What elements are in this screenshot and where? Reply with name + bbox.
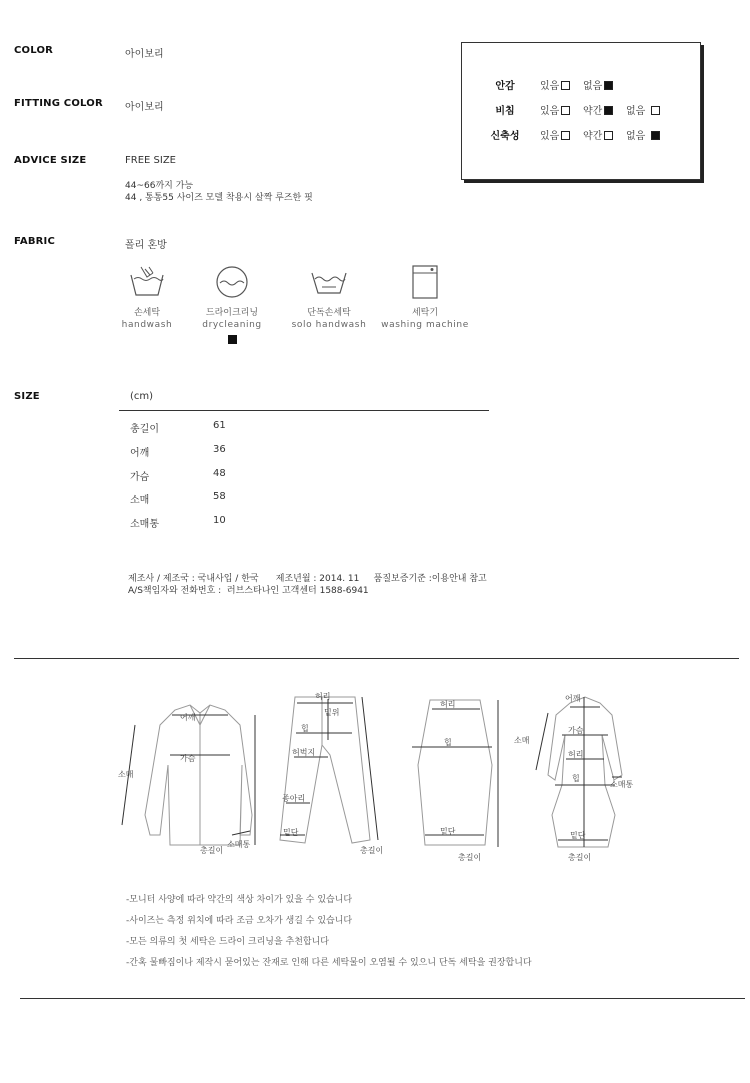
size-row-name: 소매통 [130, 519, 159, 530]
dress-label-sleeve: 소매 [514, 736, 530, 745]
skirt-label-length: 총길이 [458, 853, 482, 862]
feature-name: 비침 [495, 106, 515, 117]
size-unit: (cm) [130, 391, 154, 402]
dress-label-length: 총길이 [568, 853, 592, 862]
size-row-name: 어깨 [130, 448, 150, 459]
size-row-name: 총길이 [130, 424, 159, 435]
section-divider-top [14, 658, 739, 659]
feature-row-sheerness [462, 102, 700, 116]
note-item: -간혹 물빠짐이나 제작시 묻어있는 잔재로 인해 다른 세탁물이 오염될 수 있으니 단독 세탁을 권장합니다 [126, 958, 532, 968]
feature-name: 신축성 [490, 131, 520, 142]
selected-care-marker-icon [228, 335, 237, 344]
feature-option: 없음 [626, 127, 660, 142]
feature-row-stretch [462, 127, 700, 141]
advice-note-2: 44 , 통통55 사이즈 모델 착용시 살짝 루즈한 핏 [125, 193, 313, 203]
care-label-en: solo handwash [291, 320, 367, 330]
skirt-label-hem: 밑단 [440, 827, 456, 836]
care-handwash [102, 265, 192, 330]
pants-diagram-icon [280, 697, 370, 843]
dress-label-chest: 가슴 [568, 726, 584, 735]
size-row-value: 10 [213, 515, 226, 526]
feature-option: 있음 [540, 102, 570, 117]
measurement-diagrams [100, 685, 660, 865]
care-label-ko: 단독손세탁 [307, 308, 351, 318]
size-row-value: 36 [213, 444, 226, 455]
dress-label-hem: 밑단 [570, 831, 586, 840]
maker-info-line-2: A/S책임자와 전화번호 : 러브스타나인 고객센터 1588-6941 [128, 586, 369, 596]
shirt-label-shoulder: 어깨 [180, 713, 196, 722]
feature-option: 없음 [583, 77, 613, 92]
advice-size-label: ADVICE SIZE [14, 155, 87, 166]
pants-label-rise: 밑위 [324, 708, 340, 717]
size-row-value: 58 [213, 491, 226, 502]
fitting-color-value: 아이보리 [125, 102, 164, 113]
checkbox-empty-icon [651, 106, 660, 115]
section-divider-bottom [20, 998, 745, 999]
feature-option: 없음 [626, 102, 660, 117]
care-label-ko: 드라이크리닝 [205, 308, 259, 318]
pants-label-hip: 힙 [301, 724, 309, 733]
pants-label-hem: 밑단 [283, 828, 299, 837]
dress-label-cuff: 소매통 [610, 780, 634, 789]
checkbox-filled-icon [604, 106, 613, 115]
shirt-label-cuff: 소매통 [227, 840, 251, 849]
dress-label-shoulder: 어깨 [565, 694, 581, 703]
color-value: 아이보리 [125, 49, 164, 60]
dress-diagram-icon [548, 697, 622, 847]
feature-option: 약간 [583, 102, 613, 117]
feature-option: 있음 [540, 127, 570, 142]
checkbox-filled-icon [604, 81, 613, 90]
care-label-ko: 세탁기 [411, 308, 439, 318]
checkbox-empty-icon [561, 131, 570, 140]
care-washing-machine [380, 265, 470, 330]
shirt-label-length: 총길이 [200, 846, 224, 855]
care-label-ko: 손세탁 [133, 308, 161, 318]
checkbox-filled-icon [651, 131, 660, 140]
notes-list [126, 892, 532, 976]
care-drycleaning [187, 265, 277, 330]
skirt-label-waist: 허리 [440, 700, 456, 709]
note-item: -모든 의류의 첫 세탁은 드라이 크리닝을 추천합니다 [126, 937, 329, 947]
size-table-divider [119, 410, 489, 411]
care-label-en: washing machine [381, 320, 469, 330]
feature-name: 안감 [495, 81, 515, 92]
fabric-label: FABRIC [14, 236, 56, 247]
advice-size-value: FREE SIZE [125, 155, 176, 166]
fitting-color-label: FITTING COLOR [14, 98, 103, 109]
size-row-value: 61 [213, 420, 226, 431]
solo-handwash-icon [309, 265, 349, 299]
size-row-name: 가슴 [130, 472, 150, 483]
pants-label-waist: 허리 [315, 692, 331, 701]
shirt-diagram-icon [145, 705, 252, 845]
feature-option: 있음 [540, 77, 570, 92]
shirt-label-sleeve: 소매 [118, 770, 134, 779]
feature-option: 약간 [583, 127, 613, 142]
advice-note-1: 44~66까지 가능 [125, 181, 194, 191]
note-item: -사이즈는 측정 위치에 따라 조금 오차가 생길 수 있습니다 [126, 916, 353, 926]
care-label-en: drycleaning [202, 320, 262, 330]
care-label-en: handwash [121, 320, 173, 330]
dress-label-hip: 힙 [572, 774, 580, 783]
checkbox-empty-icon [561, 81, 570, 90]
feature-row-lining [462, 77, 700, 91]
color-label: COLOR [14, 45, 54, 56]
size-row-value: 48 [213, 468, 226, 479]
skirt-label-hip: 힙 [444, 738, 452, 747]
fabric-value: 폴리 혼방 [125, 240, 167, 251]
dress-label-waist: 허리 [568, 750, 584, 759]
checkbox-empty-icon [561, 106, 570, 115]
pants-label-length: 총길이 [360, 846, 384, 855]
note-item: -모니터 사양에 따라 약간의 색상 차이가 있을 수 있습니다 [126, 895, 353, 905]
handwash-icon [127, 265, 167, 299]
care-solo-handwash [284, 265, 374, 330]
pants-label-thigh: 허벅지 [292, 748, 316, 757]
size-label: SIZE [14, 391, 40, 402]
feature-box [461, 42, 701, 180]
maker-info-line-1: 제조사 / 제조국 : 국내사입 / 한국 제조년월 : 2014. 11 품질보증기준 :이용안내 참고 [128, 574, 487, 584]
size-row-name: 소매 [130, 495, 150, 506]
skirt-diagram-icon [418, 700, 492, 845]
drycleaning-icon [212, 265, 252, 299]
checkbox-empty-icon [604, 131, 613, 140]
pants-label-calf: 종아리 [282, 794, 306, 803]
shirt-label-chest: 가슴 [180, 754, 196, 763]
washing-machine-icon [405, 265, 445, 299]
